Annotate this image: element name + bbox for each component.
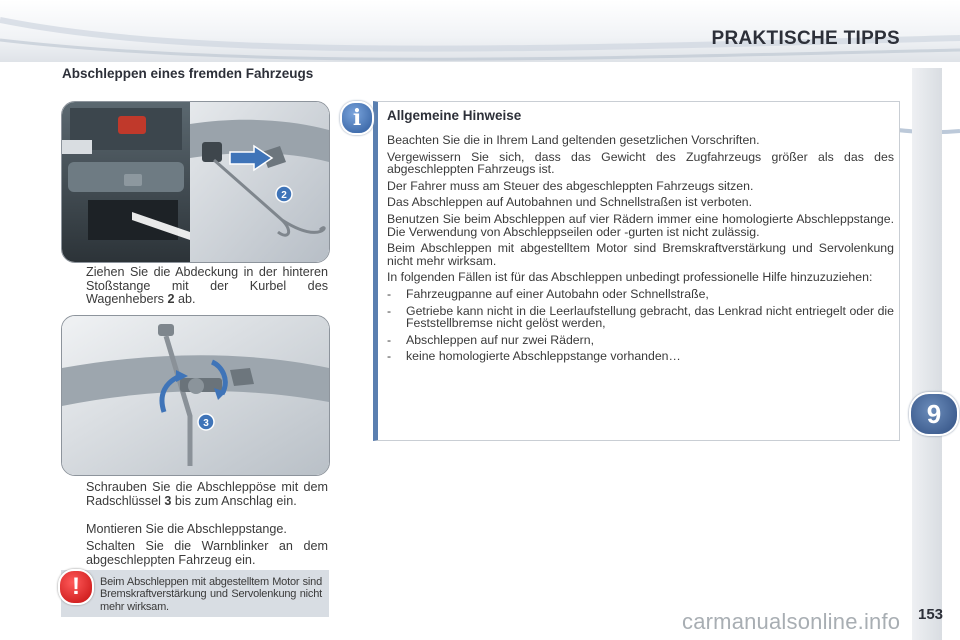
photo-towing-eye-install: [61, 315, 330, 476]
info-paragraph: Vergewissern Sie sich, dass das Gewicht des Zugfahrzeugs größer als das des abgeschleppten Fahrzeugs ist.: [387, 149, 894, 177]
page-number: 153: [918, 606, 944, 623]
step-mount-tow-bar: [62, 523, 328, 537]
page-header-title: PRAKTISCHE TIPPS: [711, 28, 900, 49]
info-list-text: Fahrzeugpanne auf einer Autobahn oder Schnellstraße,: [406, 286, 709, 301]
step-remove-cover: [62, 266, 328, 307]
dash-marker: -: [387, 332, 392, 347]
info-icon: i: [340, 101, 374, 135]
bumper-cover-illustration: [62, 102, 329, 262]
step-1-text-end: ab.: [174, 292, 196, 306]
info-list-item: [387, 350, 894, 363]
watermark: carmanualsonline.info: [682, 609, 901, 634]
step-4-text: Schalten Sie die Warnblinker an dem abgeschleppten Fahrzeug ein.: [86, 539, 328, 567]
step-2-text-end: bis zum Anschlag ein.: [171, 493, 297, 508]
section-title: Abschleppen eines fremden Fahrzeugs: [62, 66, 314, 81]
photo1-callout-number: 2: [281, 190, 287, 201]
step-2-ref: 3: [164, 493, 172, 508]
dash-marker: -: [387, 286, 392, 301]
info-paragraph: Der Fahrer muss am Steuer des abgeschleppten Fahrzeugs sitzen.: [387, 178, 754, 193]
info-paragraph: Das Abschleppen auf Autobahnen und Schnellstraßen ist verboten.: [387, 195, 753, 210]
step-hazard-lights: [62, 540, 328, 567]
info-paragraph: Benutzen Sie beim Abschleppen auf vier Rädern immer eine homologierte Abschleppstange. Die Verwendung von Abschleppseilen oder -gurten ist nicht zulässig.: [387, 211, 894, 239]
info-body: [387, 134, 894, 367]
photo2-callout-number: 3: [203, 418, 209, 429]
info-list-item: [387, 288, 894, 301]
chapter-number-tab[interactable]: 9: [909, 392, 959, 436]
dash-marker: -: [387, 303, 392, 318]
info-paragraph: Beachten Sie die in Ihrem Land geltenden gesetzlichen Vorschriften.: [387, 133, 760, 147]
info-title: Allgemeine Hinweise: [387, 108, 522, 123]
page-header: [0, 0, 960, 62]
info-list-text: Getriebe kann nicht in die Leerlaufstellung gebracht, das Lenkrad nicht entriegelt oder die Feststellbremse nicht gelöst werden,: [406, 303, 894, 331]
step-1-text: Ziehen Sie die Abdeckung in der hinteren Stoßstange mit der Kurbel des Wagenhebers: [86, 265, 328, 306]
step-1-ref: 2: [167, 292, 175, 306]
chapter-side-band: [912, 68, 942, 640]
warning-text: Beim Abschleppen mit abgestelltem Motor sind Bremskraftverstärkung und Servolenkung nicht mehr wirksam.: [100, 576, 322, 613]
info-list-item: [387, 305, 894, 330]
info-list-text: keine homologierte Abschleppstange vorhanden…: [406, 349, 681, 364]
step-screw-towing-eye: [62, 481, 328, 508]
info-list-item: [387, 334, 894, 347]
step-2-text: Schrauben Sie die Abschleppöse mit dem Radschlüssel: [86, 480, 328, 508]
info-list-text: Abschleppen auf nur zwei Rädern,: [406, 332, 594, 347]
step-3-text: Montieren Sie die Abschleppstange.: [86, 522, 287, 536]
photo-bumper-cover-removal: [61, 101, 330, 263]
info-paragraph: In folgenden Fällen ist für das Abschleppen unbedingt professionelle Hilfe hinzuzuziehen:: [387, 270, 873, 285]
towing-eye-illustration: [62, 316, 329, 475]
info-paragraph: Beim Abschleppen mit abgestelltem Motor sind Bremskraftverstärkung und Servolenkung nicht mehr wirksam.: [387, 241, 894, 268]
warning-exclamation-icon: !: [58, 569, 94, 605]
dash-marker: -: [387, 349, 392, 364]
